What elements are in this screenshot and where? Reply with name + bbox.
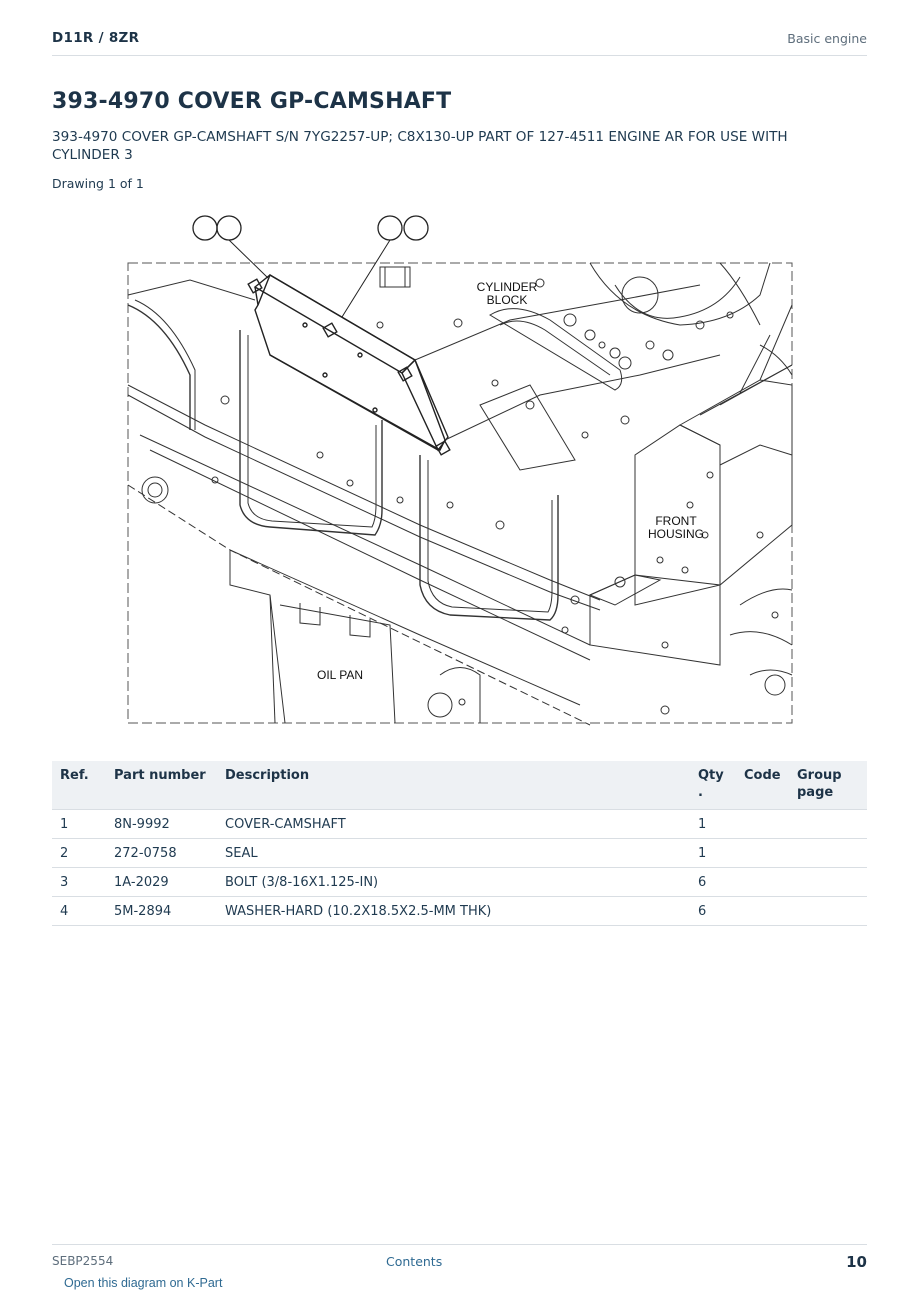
callout-bubble [217, 216, 241, 240]
label-front: FRONT [655, 514, 697, 528]
table-row [52, 839, 867, 868]
page-title: 393-4970 COVER GP-CAMSHAFT [52, 89, 452, 114]
cell-qty: 1 [690, 839, 736, 868]
section-name: Basic engine [787, 31, 867, 46]
cell-code [736, 810, 789, 839]
cell-qty: 6 [690, 868, 736, 897]
page-header [52, 28, 867, 56]
table-row [52, 868, 867, 897]
cell-description: WASHER-HARD (10.2X18.5X2.5-MM THK) [217, 897, 690, 926]
cell-description: COVER-CAMSHAFT [217, 810, 690, 839]
col-description: Description [217, 761, 690, 810]
cell-group-page [789, 810, 867, 839]
drawing-count: Drawing 1 of 1 [52, 176, 144, 191]
col-qty: Qty . [690, 761, 736, 810]
cell-qty: 1 [690, 810, 736, 839]
leader-line [342, 240, 390, 317]
cell-code [736, 897, 789, 926]
open-kpart-link[interactable]: Open this diagram on K-Part [64, 1276, 223, 1290]
parts-diagram [120, 205, 800, 730]
machine-model: D11R / 8ZR [52, 30, 140, 46]
label-cylinder: CYLINDER [476, 280, 538, 294]
cell-part-number: 1A-2029 [106, 868, 217, 897]
table-row [52, 897, 867, 926]
cell-ref: 4 [52, 897, 106, 926]
cell-group-page [789, 868, 867, 897]
cell-description: BOLT (3/8-16X1.125-IN) [217, 868, 690, 897]
cell-part-number: 5M-2894 [106, 897, 217, 926]
contents-link[interactable]: Contents [386, 1254, 443, 1269]
cell-part-number: 8N-9992 [106, 810, 217, 839]
cell-ref: 3 [52, 868, 106, 897]
drawing-frame [128, 263, 792, 723]
table-header-row [52, 761, 867, 810]
col-part-number: Part number [106, 761, 217, 810]
label-block: BLOCK [486, 293, 528, 307]
label-oil-pan: OIL PAN [316, 668, 364, 682]
cell-group-page [789, 839, 867, 868]
cell-ref: 1 [52, 810, 106, 839]
cell-code [736, 839, 789, 868]
label-housing: HOUSING [647, 527, 705, 541]
callout-bubble [193, 216, 217, 240]
table-row [52, 810, 867, 839]
cell-description: SEAL [217, 839, 690, 868]
part-description: 393-4970 COVER GP-CAMSHAFT S/N 7YG2257-UP; C8X130-UP PART OF 127-4511 ENGINE AR FOR USE WITH CYLINDER 3 [52, 129, 788, 163]
col-code: Code [736, 761, 789, 810]
col-ref: Ref. [52, 761, 106, 810]
camshaft-cover [248, 275, 450, 455]
callout-bubble [378, 216, 402, 240]
cell-group-page [789, 897, 867, 926]
cylinder-block [128, 267, 720, 725]
cell-qty: 6 [690, 897, 736, 926]
col-group-page: Group page [789, 761, 867, 810]
cell-code [736, 868, 789, 897]
document-id: SEBP2554 [52, 1254, 114, 1268]
oil-pan [230, 550, 580, 723]
cell-ref: 2 [52, 839, 106, 868]
leader-line [229, 240, 268, 278]
callout-bubble [404, 216, 428, 240]
page-footer [52, 1244, 867, 1275]
parts-table [52, 761, 867, 926]
bolt-holes [212, 279, 778, 714]
cell-part-number: 272-0758 [106, 839, 217, 868]
page-number: 10 [846, 1253, 867, 1271]
